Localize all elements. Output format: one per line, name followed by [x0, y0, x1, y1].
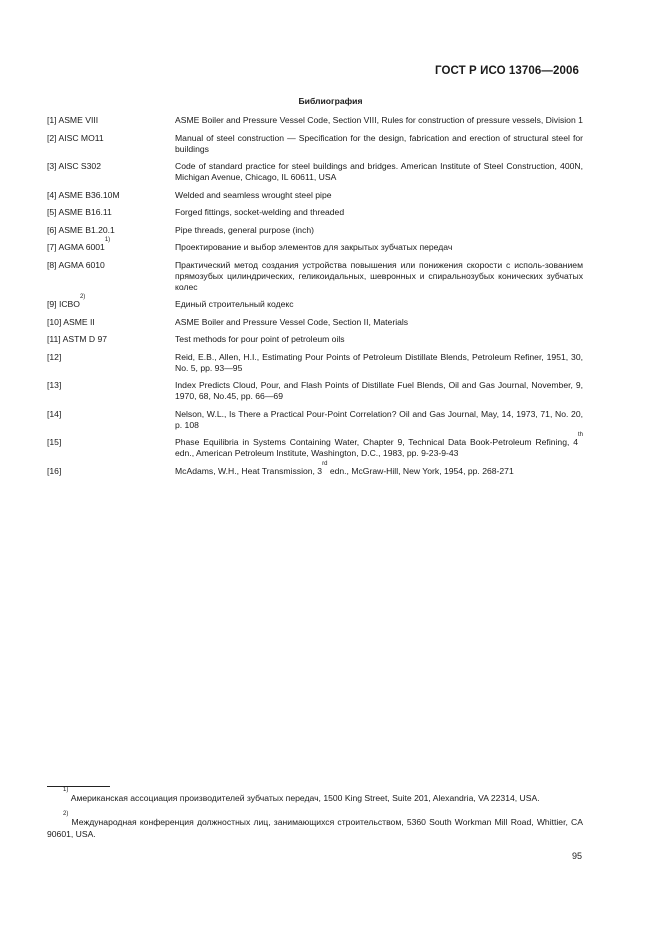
bib-text: Index Predicts Cloud, Pour, and Flash Points of Distillate Fuel Blends, Oil and Gas Journal, November, 9, 1970, 68, No.45, pp. 66—69: [175, 380, 583, 401]
bib-text: Единый строительный кодекс: [175, 299, 294, 309]
bib-entry: [47, 432, 583, 459]
footnote: $^{1)}$ Американская ассоциация производителей зубчатых передач, 1500 King Street, Suite 201, Alexandria, VA 22314, USA.: [63, 787, 540, 803]
bibliography-list: [47, 115, 583, 483]
bib-entry: [47, 334, 583, 345]
bib-entry: [47, 352, 583, 374]
bib-text: ASME Boiler and Pressure Vessel Code, Section VIII, Rules for construction of pressure vessels, Division 1: [175, 115, 583, 125]
bib-text: Forged fittings, socket-welding and threaded: [175, 207, 345, 217]
bib-entry: [47, 237, 583, 253]
bib-ref: [2] AISC MO11: [47, 132, 104, 143]
bib-ref: [8] AGMA 6010: [47, 259, 105, 270]
bib-entry: [47, 317, 583, 328]
footnote-marker: 1): [104, 237, 111, 243]
bib-text: ASME Boiler and Pressure Vessel Code, Section II, Materials: [175, 316, 409, 327]
bib-ref: [15]: [47, 437, 62, 447]
bib-entry: [47, 294, 583, 310]
bib-text: Code of standard practice for steel buildings and bridges. American Institute of Steel Construction, 400N, Michigan Avenue, Chicago, IL 60611, USA: [175, 161, 583, 182]
bib-text: Welded and seamless wrought steel pipe: [175, 189, 332, 200]
bib-text: Практический метод создания устройства повышения или понижения скорости с исполь-зованием прямозубых цилиндрических, геликоидальных, шевронных и спиральнозубых конических зубчатых колес: [175, 259, 583, 292]
bib-text: Проектирование и выбор элементов для закрытых зубчатых передач: [175, 242, 453, 252]
bib-ref: [9] ICBO$^{2)}$: [47, 294, 86, 309]
bib-entry: [47, 225, 583, 236]
bib-entry: [47, 460, 583, 477]
bib-text: Phase Equilibria in Systems Containing Water, Chapter 9, Technical Data Book-Petroleum Refining, 4th edn., American Petroleum Institute, Washington, D.C., 1983, pp. 9-23-9-43: [175, 432, 583, 458]
bib-entry: [47, 380, 583, 402]
bib-ref: [3] AISC S302: [47, 161, 101, 171]
bib-ref: [7] AGMA 6001$^{1)}$: [47, 237, 111, 252]
bib-ref: [14]: [47, 408, 62, 419]
bib-ref: [13]: [47, 380, 62, 390]
bib-text: Reid, E.B., Allen, H.I., Estimating Pour Points of Petroleum Distillate Blends, Petroleum Refiner, 1951, 30, No. 5, pp. 93—95: [175, 351, 583, 373]
bib-text: Nelson, W.L., Is There a Practical Pour-Point Correlation? Oil and Gas Journal, May, 14, 1973, 71, No. 20, p. 108: [175, 408, 583, 430]
footnote-separator: [47, 786, 110, 787]
footnote-mark: 1): [63, 787, 69, 793]
bib-text: Test methods for pour point of petroleum oils: [175, 334, 345, 344]
bib-entry: [47, 207, 583, 218]
bib-ref: [16]: [47, 465, 62, 476]
page-number: 95: [571, 851, 582, 861]
bib-entry: [47, 190, 583, 201]
bib-entry: [47, 260, 583, 293]
bib-text: McAdams, W.H., Heat Transmission, 3rd edn., McGraw-Hill, New York, 1954, pp. 268-271: [175, 460, 514, 476]
bib-entry: [47, 115, 583, 126]
footnote-mark: 2): [63, 811, 69, 817]
footnote: $^{2)}$ Международная конференция должностных лиц, занимающихся строительством, 5360 South Workman Mill Road, Whittier, CA 90601, USA.: [47, 811, 583, 839]
bib-ref: [1] ASME VIII: [47, 115, 99, 125]
bib-entry: [47, 161, 583, 183]
bib-ref: [10] ASME II: [47, 316, 95, 327]
section-title: Библиография: [298, 96, 363, 106]
standard-designation: ГОСТ Р ИСО 13706—2006: [434, 65, 579, 77]
bib-ref: [4] ASME B36.10M: [47, 189, 120, 200]
bib-ref: [12]: [47, 351, 62, 362]
bib-ref: [11] ASTM D 97: [47, 334, 108, 344]
bib-text: Manual of steel construction — Specification for the design, fabrication and erection of structural steel for buildings: [175, 132, 583, 154]
bib-entry: [47, 133, 583, 155]
footnote-marker: 2): [79, 294, 86, 300]
bib-text: Pipe threads, general purpose (inch): [175, 224, 315, 235]
bib-entry: [47, 409, 583, 431]
bib-ref: [5] ASME B16.11: [47, 207, 112, 217]
bib-ref: [6] ASME B1.20.1: [47, 224, 115, 235]
